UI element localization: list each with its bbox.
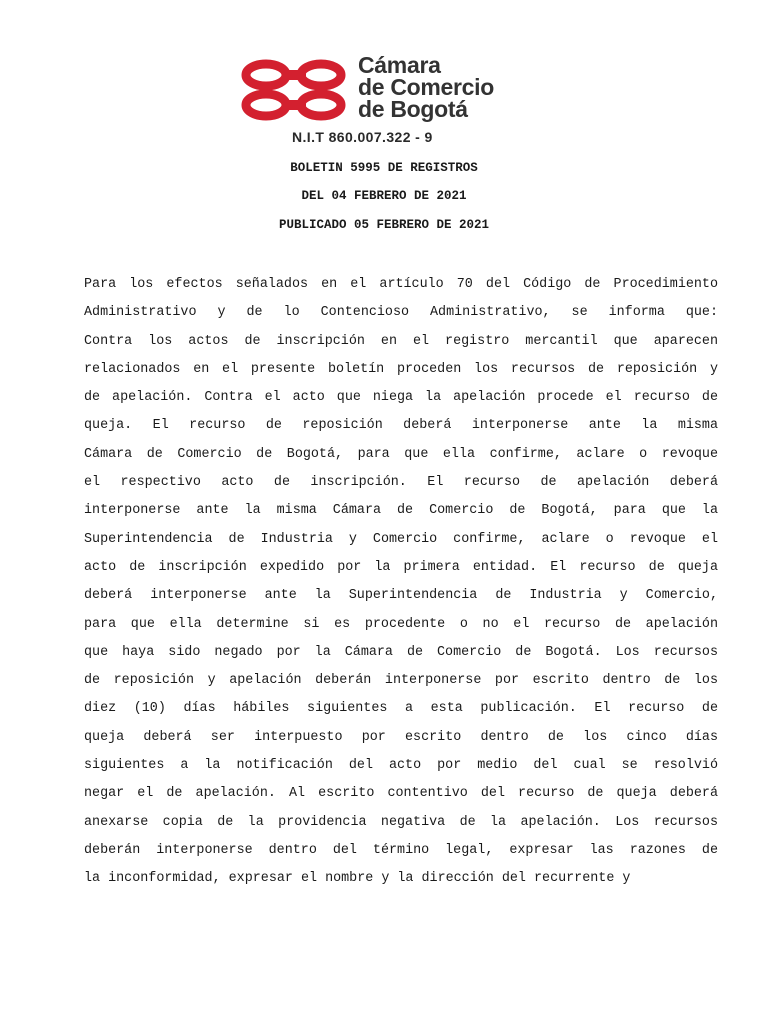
paragraph-line: que haya sido negado por la Cámara de Comercio de Bogotá. Los recursos — [84, 644, 718, 660]
ccb-rings-icon — [236, 54, 356, 138]
paragraph-line: negar el de apelación. Al escrito contentivo del recurso de queja deberá — [84, 786, 718, 802]
nit-number: N.I.T 860.007.322 - 9 — [292, 129, 433, 145]
paragraph-line: deberá interponerse ante la Superintendencia de Industria y Comercio, — [84, 588, 718, 604]
ccb-logo — [236, 54, 530, 138]
logo-line-3: de Bogotá — [358, 96, 468, 122]
paragraph-line: anexarse copia de la providencia negativa de la apelación. Los recursos — [84, 814, 718, 830]
bulletin-title: BOLETIN 5995 DE REGISTROS — [290, 161, 478, 175]
paragraph-line: relacionados en el presente boletín proceden los recursos de reposición y — [84, 361, 718, 377]
paragraph-line: el respectivo acto de inscripción. El recurso de apelación deberá — [84, 475, 718, 491]
paragraph-line: Superintendencia de Industria y Comercio confirme, aclare o revoque el — [84, 531, 718, 547]
paragraph-line: Para los efectos señalados en el artículo 70 del Código de Procedimiento — [84, 277, 718, 292]
logo-wordmark — [358, 54, 494, 120]
paragraph-line: queja. El recurso de reposición deberá interponerse ante la misma — [84, 418, 718, 434]
paragraph-line: acto de inscripción expedido por la primera entidad. El recurso de queja — [84, 559, 718, 575]
paragraph-line: Administrativo y de lo Contencioso Administrativo, se informa que: — [84, 305, 718, 321]
paragraph-line: Contra los actos de inscripción en el registro mercantil que aparecen — [84, 333, 718, 349]
bulletin-published-date: PUBLICADO 05 FEBRERO DE 2021 — [278, 218, 490, 232]
logo-line-2: de Comercio — [358, 74, 495, 100]
paragraph-line: queja deberá ser interpuesto por escrito dentro de los cinco días — [84, 729, 718, 745]
legal-notice-paragraph — [84, 271, 718, 894]
paragraph-line: de apelación. Contra el acto que niega la apelación procede el recurso de — [84, 390, 718, 406]
paragraph-line: de reposición y apelación deberán interponerse por escrito dentro de los — [84, 673, 718, 689]
paragraph-line: interponerse ante la misma Cámara de Comercio de Bogotá, para que la — [84, 503, 718, 519]
paragraph-line: deberán interponerse dentro del término legal, expresar las razones de — [84, 842, 718, 858]
paragraph-line: para que ella determine si es procedente o no el recurso de apelación — [84, 616, 718, 632]
bulletin-date: DEL 04 FEBRERO DE 2021 — [301, 189, 467, 203]
paragraph-line: diez (10) días hábiles siguientes a esta publicación. El recurso de — [84, 701, 718, 717]
paragraph-line: la inconformidad, expresar el nombre y la dirección del recurrente y — [84, 871, 631, 887]
paragraph-line: siguientes a la notificación del acto por medio del cual se resolvió — [84, 758, 718, 774]
logo-line-1: Cámara — [358, 52, 441, 78]
paragraph-line: Cámara de Comercio de Bogotá, para que ella confirme, aclare o revoque — [84, 446, 718, 462]
